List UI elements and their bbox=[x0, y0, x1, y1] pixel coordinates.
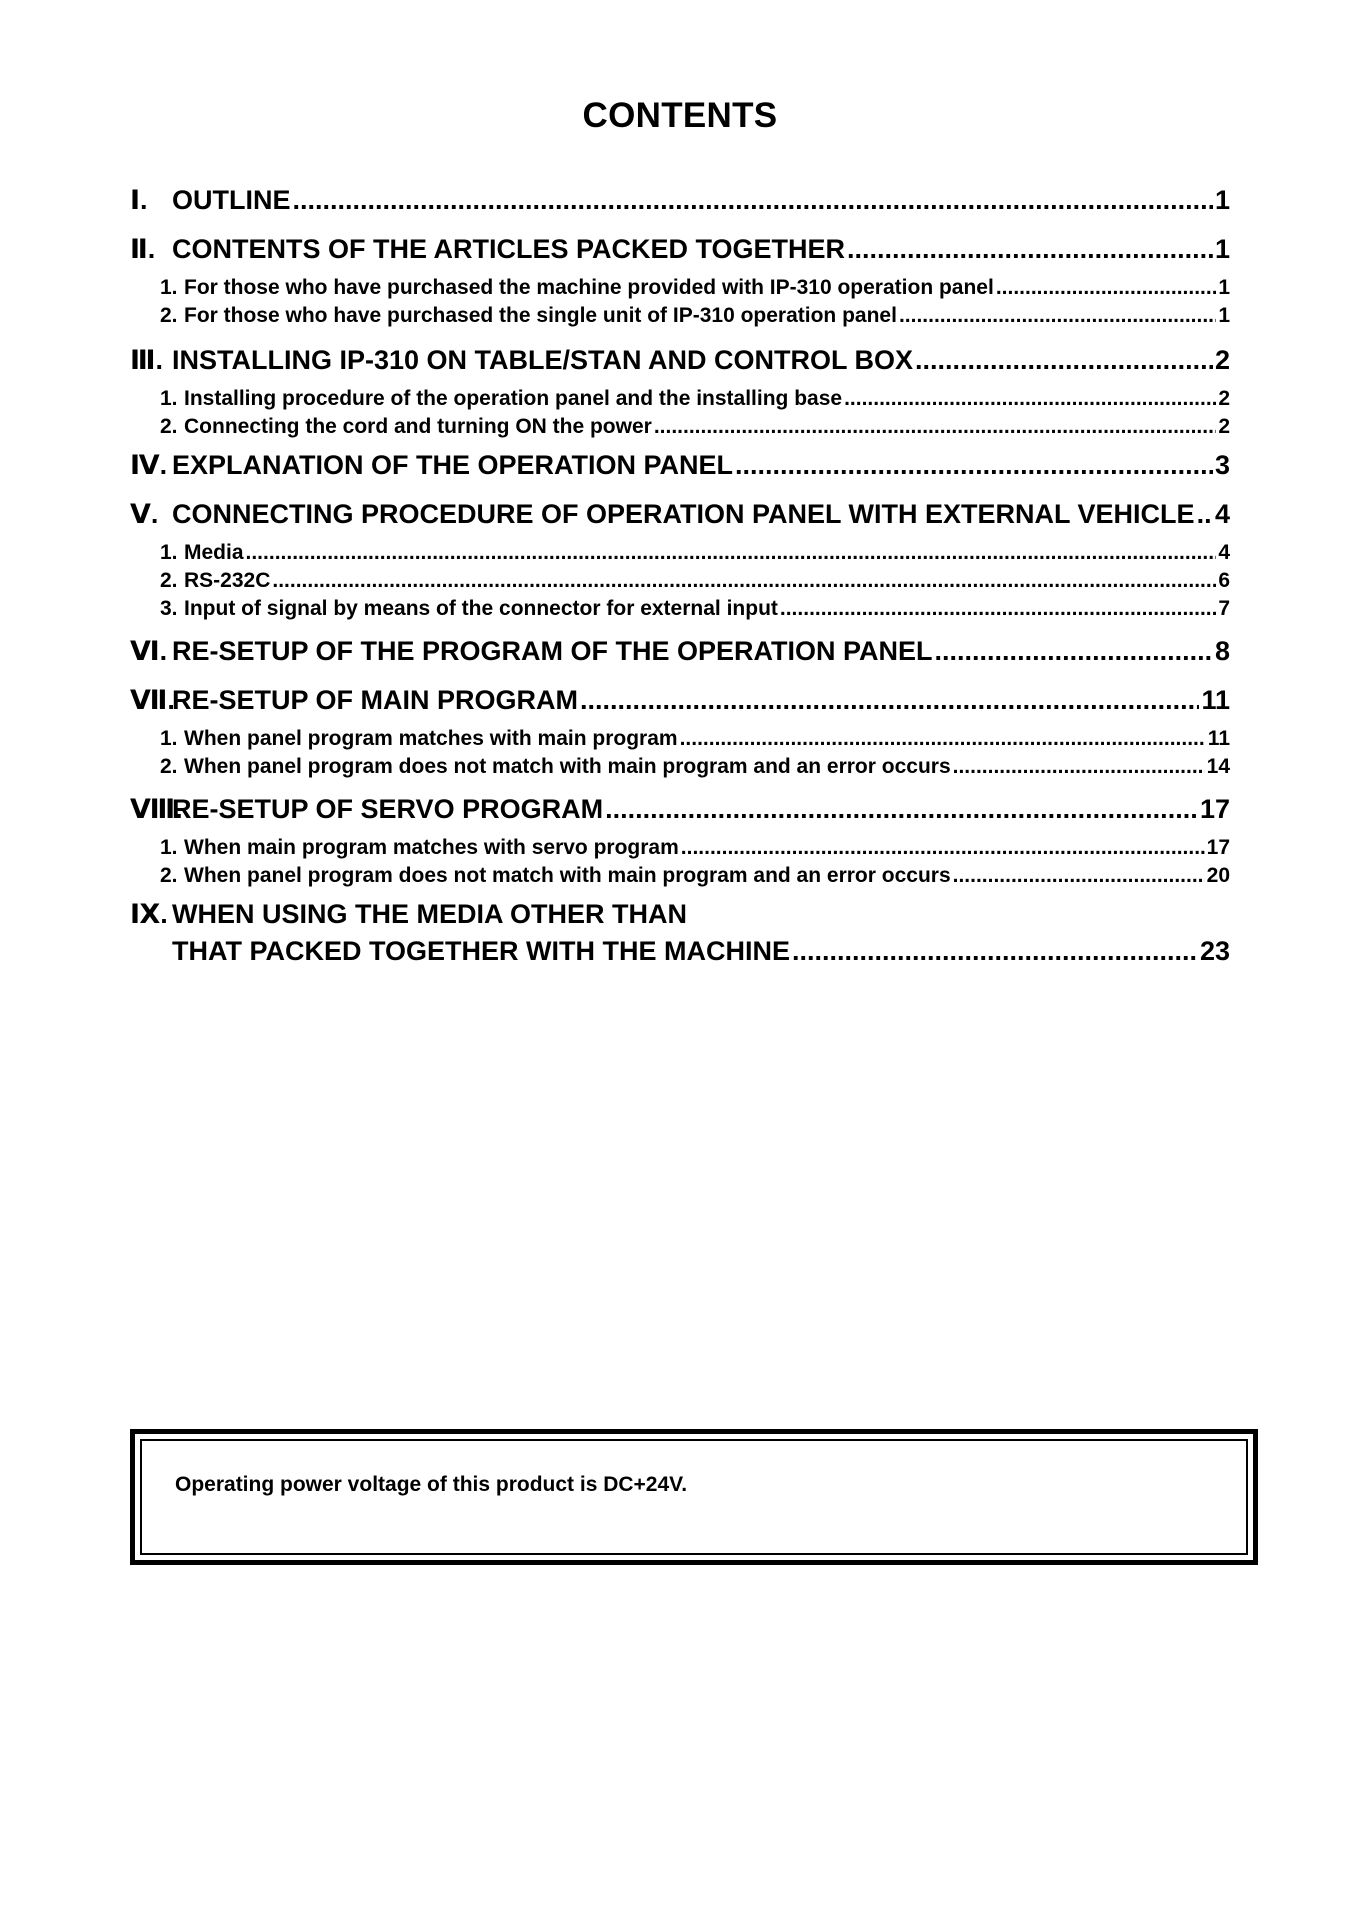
toc-entry[interactable] bbox=[130, 785, 1230, 834]
toc-entry-number: Ⅰ. bbox=[130, 185, 148, 215]
toc-entry-page: 11 bbox=[1201, 685, 1230, 715]
notice-text: Operating power voltage of this product is DC+24V. bbox=[175, 1473, 688, 1496]
toc-subentry-page: 20 bbox=[1206, 864, 1230, 887]
toc-subentry-number: 3. bbox=[160, 597, 178, 620]
toc-entry[interactable] bbox=[130, 225, 1230, 274]
toc-entry-continuation[interactable] bbox=[130, 933, 1230, 970]
toc-section-6 bbox=[130, 627, 1230, 676]
toc-subentry-label: Input of signal by means of the connector for external input bbox=[184, 597, 778, 620]
toc-subentry[interactable] bbox=[130, 567, 1230, 595]
toc-section-4 bbox=[130, 441, 1230, 490]
toc-subentry[interactable] bbox=[130, 302, 1230, 330]
toc-subentry-label: For those who have purchased the single unit of IP-310 operation panel bbox=[184, 304, 897, 327]
dot-leader bbox=[605, 785, 1198, 834]
toc-subentry-label: When panel program does not match with main program and an error occurs bbox=[184, 755, 951, 778]
dot-leader bbox=[953, 862, 1205, 890]
toc-subentry-label: Installing procedure of the operation panel and the installing base bbox=[184, 387, 843, 410]
toc-entry-page: 3 bbox=[1214, 450, 1230, 480]
toc-entry-label: RE-SETUP OF MAIN PROGRAM bbox=[172, 685, 579, 715]
toc-entry-label: INSTALLING IP-310 ON TABLE/STAN AND CONTROL BOX bbox=[172, 345, 914, 375]
toc-entry-number: Ⅸ. bbox=[130, 899, 168, 929]
toc-subentry-page: 4 bbox=[1218, 541, 1230, 564]
toc-entry[interactable] bbox=[130, 627, 1230, 676]
toc-entry-label: RE-SETUP OF THE PROGRAM OF THE OPERATION PANEL bbox=[172, 636, 933, 666]
toc-subentry[interactable] bbox=[130, 862, 1230, 890]
toc-subentry-page: 11 bbox=[1207, 727, 1230, 750]
toc-entry[interactable] bbox=[130, 490, 1230, 539]
toc-subentry-number: 1. bbox=[160, 541, 178, 564]
toc-entry-number: Ⅶ. bbox=[130, 685, 175, 715]
notice-box bbox=[130, 1429, 1258, 1565]
toc-subentry-page: 17 bbox=[1206, 836, 1230, 859]
toc-subentry-page: 14 bbox=[1206, 755, 1230, 778]
dot-leader bbox=[996, 274, 1216, 302]
toc-subentry-page: 6 bbox=[1218, 569, 1230, 592]
toc-subentry-number: 2. bbox=[160, 569, 178, 592]
toc-entry-label-line1: WHEN USING THE MEDIA OTHER THAN bbox=[172, 899, 687, 929]
toc-subentry[interactable] bbox=[130, 385, 1230, 413]
toc-subentry[interactable] bbox=[130, 753, 1230, 781]
toc-entry-page: 1 bbox=[1214, 234, 1230, 264]
toc-entry-label: CONNECTING PROCEDURE OF OPERATION PANEL WITH EXTERNAL VEHICLE bbox=[172, 499, 1195, 529]
toc-entry[interactable] bbox=[130, 176, 1230, 225]
toc-subentry-number: 2. bbox=[160, 864, 178, 887]
dot-leader bbox=[847, 225, 1213, 274]
page-title: CONTENTS bbox=[582, 96, 778, 135]
toc-subentry[interactable] bbox=[130, 274, 1230, 302]
toc-entry[interactable] bbox=[130, 336, 1230, 385]
toc-subentry-label: When panel program does not match with main program and an error occurs bbox=[184, 864, 951, 887]
toc-subentry-number: 1. bbox=[160, 836, 178, 859]
toc-entry-page: 2 bbox=[1214, 345, 1230, 375]
toc-subentry-label: When panel program matches with main program bbox=[184, 727, 678, 750]
dot-leader bbox=[844, 385, 1216, 413]
toc-subentry[interactable] bbox=[130, 834, 1230, 862]
toc-subentry[interactable] bbox=[130, 595, 1230, 623]
dot-leader bbox=[272, 567, 1216, 595]
dot-leader bbox=[580, 676, 1199, 725]
toc-subentry-page: 2 bbox=[1218, 387, 1230, 410]
toc-section-1 bbox=[130, 176, 1230, 225]
toc-subentry[interactable] bbox=[130, 725, 1230, 753]
toc-entry-label-line2: THAT PACKED TOGETHER WITH THE MACHINE bbox=[172, 936, 790, 966]
toc-entry[interactable] bbox=[130, 441, 1230, 490]
toc-entry-page: 4 bbox=[1214, 499, 1230, 529]
dot-leader bbox=[935, 627, 1213, 676]
table-of-contents bbox=[130, 176, 1230, 970]
toc-section-3 bbox=[130, 336, 1230, 441]
dot-leader bbox=[915, 336, 1213, 385]
dot-leader bbox=[953, 753, 1205, 781]
dot-leader bbox=[780, 595, 1216, 623]
toc-entry-label: CONTENTS OF THE ARTICLES PACKED TOGETHER bbox=[172, 234, 846, 264]
dot-leader bbox=[293, 176, 1213, 225]
toc-entry-number: Ⅲ. bbox=[130, 345, 164, 375]
toc-entry[interactable] bbox=[130, 896, 1230, 933]
toc-entry-number: Ⅵ. bbox=[130, 636, 168, 666]
toc-subentry-label: When main program matches with servo program bbox=[184, 836, 679, 859]
toc-subentry-label: RS-232C bbox=[184, 569, 271, 592]
toc-subentry-number: 2. bbox=[160, 755, 178, 778]
toc-entry-page: 1 bbox=[1214, 185, 1230, 215]
toc-subentry[interactable] bbox=[130, 539, 1230, 567]
toc-subentry-page: 1 bbox=[1218, 304, 1230, 327]
toc-entry-label: RE-SETUP OF SERVO PROGRAM bbox=[172, 794, 604, 824]
toc-subentry-page: 7 bbox=[1218, 597, 1230, 620]
toc-subentry-number: 2. bbox=[160, 415, 178, 438]
dot-leader bbox=[1197, 490, 1213, 539]
toc-subentry-number: 1. bbox=[160, 276, 178, 299]
dot-leader bbox=[654, 413, 1216, 441]
toc-subentry-label: Connecting the cord and turning ON the power bbox=[184, 415, 652, 438]
toc-entry-page: 17 bbox=[1199, 794, 1230, 824]
toc-subentry-page: 1 bbox=[1218, 276, 1230, 299]
toc-entry-label: EXPLANATION OF THE OPERATION PANEL bbox=[172, 450, 734, 480]
toc-subentry-page: 2 bbox=[1218, 415, 1230, 438]
dot-leader bbox=[792, 933, 1198, 970]
toc-section-8 bbox=[130, 785, 1230, 890]
dot-leader bbox=[246, 539, 1217, 567]
toc-subentry[interactable] bbox=[130, 413, 1230, 441]
toc-entry-number: Ⅴ. bbox=[130, 499, 159, 529]
toc-entry-number: Ⅳ. bbox=[130, 450, 168, 480]
toc-section-2 bbox=[130, 225, 1230, 330]
toc-entry-page: 8 bbox=[1214, 636, 1230, 666]
toc-section-9 bbox=[130, 896, 1230, 970]
toc-entry-page: 23 bbox=[1199, 936, 1230, 966]
dot-leader bbox=[899, 302, 1216, 330]
toc-subentry-number: 2. bbox=[160, 304, 178, 327]
dot-leader bbox=[735, 441, 1213, 490]
dot-leader bbox=[681, 834, 1205, 862]
toc-subentry-label: Media bbox=[184, 541, 244, 564]
toc-entry[interactable] bbox=[130, 676, 1230, 725]
toc-subentry-number: 1. bbox=[160, 727, 178, 750]
toc-subentry-label: For those who have purchased the machine provided with IP-310 operation panel bbox=[184, 276, 994, 299]
notice-box-inner bbox=[140, 1439, 1248, 1555]
toc-subentry-number: 1. bbox=[160, 387, 178, 410]
dot-leader bbox=[680, 725, 1206, 753]
toc-entry-number: Ⅷ. bbox=[130, 794, 183, 824]
toc-section-5 bbox=[130, 490, 1230, 623]
toc-entry-label: OUTLINE bbox=[172, 185, 291, 215]
toc-entry-number: Ⅱ. bbox=[130, 234, 156, 264]
toc-section-7 bbox=[130, 676, 1230, 781]
